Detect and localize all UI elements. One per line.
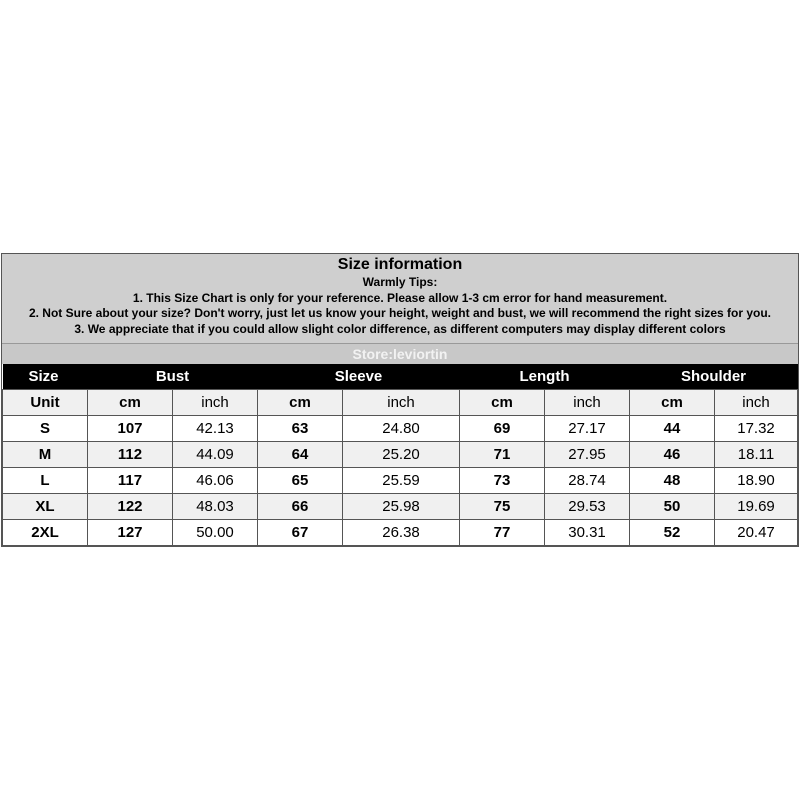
size-row <box>3 442 798 468</box>
inch-cell: 29.53 <box>545 494 630 520</box>
cm-cell: 66 <box>258 494 343 520</box>
cm-cell: 107 <box>88 416 173 442</box>
tip-2: 2. Not Sure about your size? Don't worry, just let us know your height, weight and bust, we will recommend the right sizes for you. <box>28 306 772 320</box>
size-label-cell: S <box>3 416 88 442</box>
cm-cell: cm <box>258 390 343 416</box>
inch-cell: 25.20 <box>343 442 460 468</box>
inch-cell: 19.69 <box>715 494 798 520</box>
size-label-cell: L <box>3 468 88 494</box>
cm-cell: 127 <box>88 520 173 546</box>
cm-cell: 52 <box>630 520 715 546</box>
size-table-body <box>3 390 798 546</box>
inch-cell: 25.98 <box>343 494 460 520</box>
header-sleeve: Sleeve <box>258 364 460 390</box>
size-label-cell: Unit <box>3 390 88 416</box>
inch-cell: 27.95 <box>545 442 630 468</box>
size-info-title: Size information <box>337 256 463 273</box>
inch-cell: 25.59 <box>343 468 460 494</box>
tip-3: 3. We appreciate that if you could allow slight color difference, as different computers may display different colors <box>74 321 726 336</box>
cm-cell: 117 <box>88 468 173 494</box>
cm-cell: 73 <box>460 468 545 494</box>
inch-cell: 42.13 <box>173 416 258 442</box>
cm-cell: cm <box>88 390 173 416</box>
size-table <box>2 364 798 546</box>
cm-cell: 71 <box>460 442 545 468</box>
cm-cell: 75 <box>460 494 545 520</box>
inch-cell: 27.17 <box>545 416 630 442</box>
cm-cell: 46 <box>630 442 715 468</box>
inch-cell: 50.00 <box>173 520 258 546</box>
size-row <box>3 416 798 442</box>
inch-cell: 17.32 <box>715 416 798 442</box>
cm-cell: cm <box>630 390 715 416</box>
header-length: Length <box>460 364 630 390</box>
cm-cell: 64 <box>258 442 343 468</box>
header-row <box>3 364 798 390</box>
inch-cell: inch <box>343 390 460 416</box>
inch-cell: inch <box>715 390 798 416</box>
header-shoulder: Shoulder <box>630 364 798 390</box>
cm-cell: 50 <box>630 494 715 520</box>
cm-cell: 67 <box>258 520 343 546</box>
header-size: Size <box>3 364 88 390</box>
size-info-panel <box>2 254 798 344</box>
inch-cell: 28.74 <box>545 468 630 494</box>
cm-cell: 122 <box>88 494 173 520</box>
size-label-cell: 2XL <box>3 520 88 546</box>
cm-cell: 69 <box>460 416 545 442</box>
cm-cell: 44 <box>630 416 715 442</box>
size-row <box>3 494 798 520</box>
cm-cell: 63 <box>258 416 343 442</box>
cm-cell: 65 <box>258 468 343 494</box>
cm-cell: 112 <box>88 442 173 468</box>
inch-cell: 20.47 <box>715 520 798 546</box>
tip-1: 1. This Size Chart is only for your reference. Please allow 1-3 cm error for hand measurement. <box>132 290 668 305</box>
store-name: Store:leviortin <box>2 344 798 364</box>
inch-cell: 44.09 <box>173 442 258 468</box>
size-row <box>3 468 798 494</box>
size-row <box>3 520 798 546</box>
header-bust: Bust <box>88 364 258 390</box>
inch-cell: 18.90 <box>715 468 798 494</box>
cm-cell: 48 <box>630 468 715 494</box>
info-spacer <box>2 337 798 343</box>
size-chart <box>1 253 799 547</box>
inch-cell: 46.06 <box>173 468 258 494</box>
size-label-cell: XL <box>3 494 88 520</box>
inch-cell: 30.31 <box>545 520 630 546</box>
inch-cell: 48.03 <box>173 494 258 520</box>
warmly-tips-heading: Warmly Tips: <box>362 275 438 289</box>
inch-cell: inch <box>173 390 258 416</box>
size-label-cell: M <box>3 442 88 468</box>
inch-cell: inch <box>545 390 630 416</box>
unit-row <box>3 390 798 416</box>
inch-cell: 24.80 <box>343 416 460 442</box>
inch-cell: 18.11 <box>715 442 798 468</box>
cm-cell: cm <box>460 390 545 416</box>
cm-cell: 77 <box>460 520 545 546</box>
inch-cell: 26.38 <box>343 520 460 546</box>
